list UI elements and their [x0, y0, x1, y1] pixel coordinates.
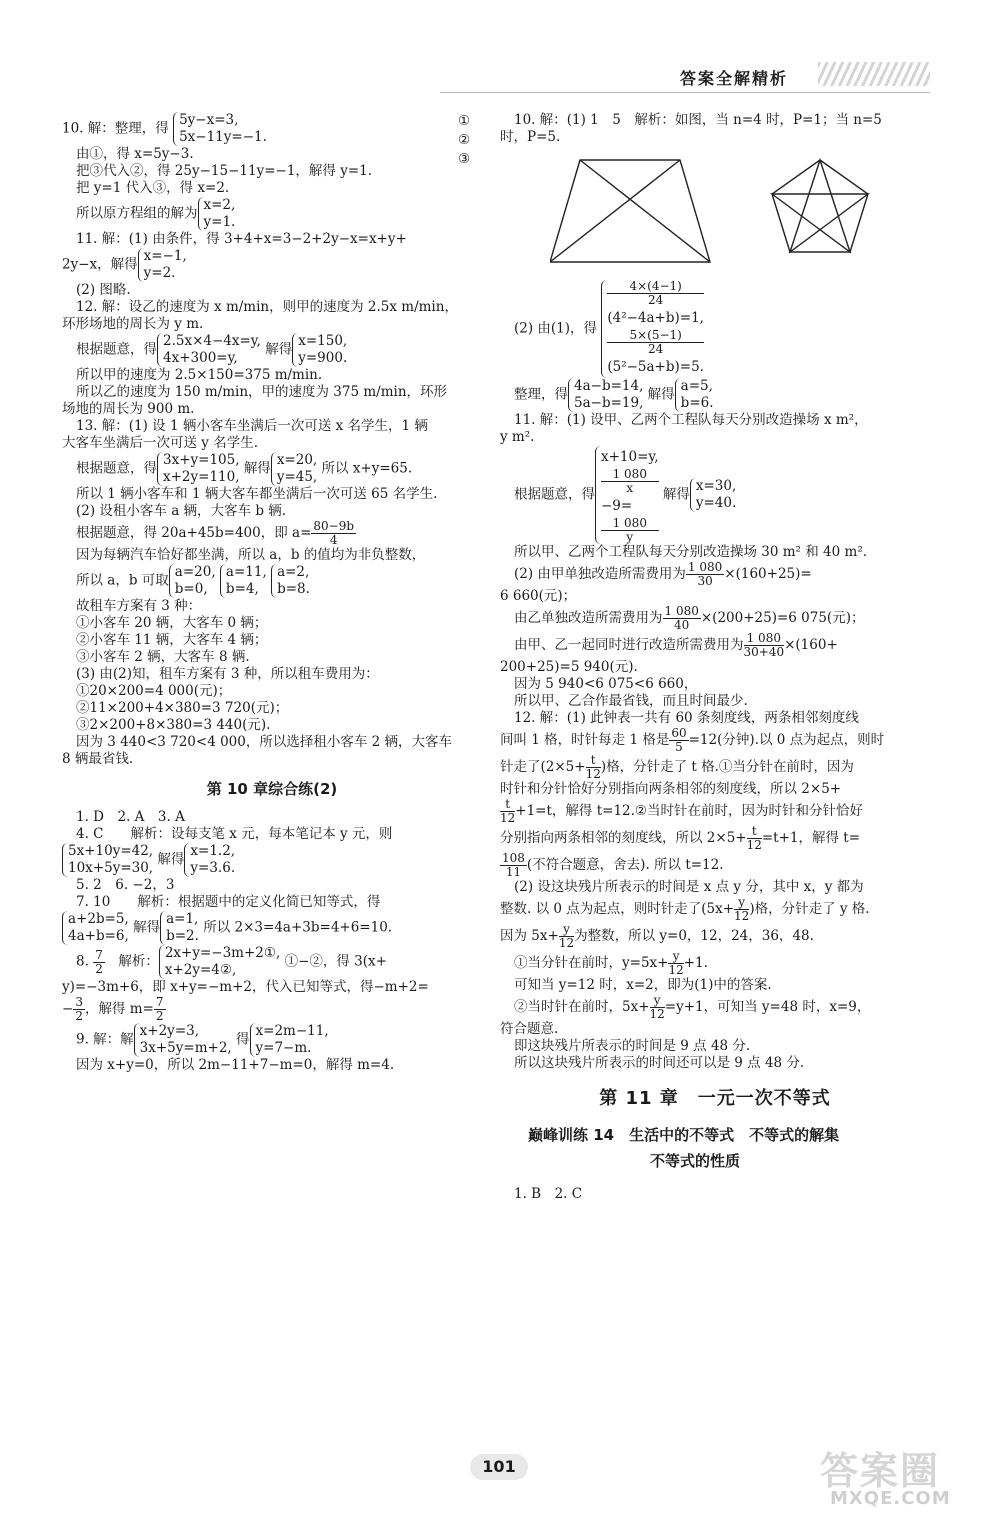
q10-solution: x=2, y=1. — [198, 197, 236, 231]
q11-solution: x=−1, y=2. — [138, 248, 187, 282]
r11-line11: 所以甲、乙合作最省钱，而且时间最少. — [514, 693, 748, 709]
r11-line5: (2) 由甲单独改造所需费用为 $\frac{1 080}{30}$ ×(160+25)= — [514, 560, 812, 588]
r10-system2: 4a−b=14, 5a−b=19, — [568, 378, 643, 412]
q13-solution: x=20, y=45, — [271, 452, 317, 486]
header-title: 答案全解精析 — [680, 69, 789, 88]
q12-solution: x=150, y=900. — [292, 333, 347, 367]
q11-line2: 2y−x，解得 x=−1, y=2. — [62, 248, 187, 281]
r12-line5: $\frac{t}{12}$ +1=t，解得 t=12.②当时针在前时，因为时针和分针恰好 — [500, 797, 864, 825]
r11-system: x+10=y, 1 080 x −9= 1 080 y — [595, 446, 659, 544]
q13-line8: 所以 a，b 可取 a=20, b=0, a=11, b=4, a=2, b=8. — [76, 564, 310, 597]
r11-line8: 由甲、乙一起同时进行改造所需费用为 $\frac{1 080}{30+40}$ ×(160+ — [514, 631, 838, 659]
q13-line16: ③2×200+8×380=3 440(元). — [76, 717, 271, 733]
q13-system: 3x+y=105, x+2y=110, — [157, 452, 240, 486]
r12-line1: 12. 解：(1) 此钟表一共有 60 条刻度线，两条相邻刻度线 — [514, 710, 859, 726]
q12-line5: 所以乙的速度为 150 m/min，甲的速度为 375 m/min，环形 — [76, 384, 448, 400]
r12-line3: 针走了(2×5+ $\frac{t}{12}$ )格，分针走了 t 格.①当分针在前时，因为 — [500, 753, 854, 781]
q12-line4: 所以甲的速度为 2.5×150=375 m/min. — [76, 367, 323, 383]
r11-line3: 根据题意，得 x+10=y, 1 080 x −9= 1 080 y 解得 x=30, y=40. — [500, 446, 930, 544]
q13-line7: 因为每辆汽车恰好都坐满，所以 a，b 的值均为非负整数， — [76, 547, 426, 563]
c8-fraction: $\frac{7}{2}$ — [95, 947, 103, 976]
header-decoration — [818, 62, 930, 86]
q13-line12: ③小客车 2 辆，大客车 8 辆. — [76, 649, 250, 665]
c9-system: x+2y=3, 3x+5y=m+2, — [134, 1023, 232, 1057]
q13-fraction: $\frac{80-9b}{4}$ — [313, 519, 355, 547]
q13-line14: ①20×200=4 000(元)； — [76, 683, 232, 699]
c7-solution: a=1, b=2. — [160, 911, 199, 945]
c7-line1: 7. 10 解析：根据题中的定义化简已知等式，得 — [76, 894, 381, 910]
q11-line3: (2) 图略. — [76, 282, 131, 298]
q13-option3: a=2, b=8. — [271, 564, 310, 598]
c4-solution: x=1.2, y=3.6. — [184, 843, 235, 877]
chapter-10-heading: 第 10 章综合练(2) — [206, 780, 338, 798]
q12-line1: 12. 解：设乙的速度为 x m/min，则甲的速度为 2.5x m/min， — [76, 299, 458, 315]
pentagon — [772, 160, 868, 252]
r12-line7: $\frac{108}{11}$ (不符合题意，舍去). 所以 t=12. — [502, 851, 724, 879]
r12-line15: 即这块残片所表示的时间是 9 点 48 分. — [514, 1038, 751, 1054]
q13-line2: 大客车坐满后一次可送 y 名学生. — [62, 435, 259, 451]
c9-solution: x=2m−11, y=7−m. — [250, 1023, 329, 1057]
quad-diagonal-2 — [550, 160, 680, 262]
chapter-11-heading: 第 11 章 一元一次不等式 — [599, 1088, 831, 1109]
q13-line9: 故租车方案有 3 种： — [76, 598, 202, 614]
right-column — [500, 112, 930, 1203]
r11-line4: 所以甲、乙两个工程队每天分别改造操场 30 m² 和 40 m². — [514, 544, 868, 560]
page-number: 101 — [470, 1454, 528, 1480]
q13-line18: 8 辆最省钱. — [62, 751, 134, 767]
q10-line2: 由①，得 x=5y−3. — [76, 146, 194, 162]
header-rule — [440, 92, 930, 93]
r10-line4: 整理，得 4a−b=14, 5a−b=19, 解得 a=5, b=6. — [514, 378, 714, 411]
r11-line2: y m². — [500, 429, 535, 445]
q13-line6: 根据题意，得 20a+45b=400，即 a= $\frac{80-9b}{4}$ — [76, 519, 355, 547]
quad-diagonal-1 — [580, 160, 710, 262]
q13-line1: 13. 解：(1) 设 1 辆小客车坐满后一次可送 x 名学生，1 辆 — [76, 418, 428, 434]
section-heading-line1: 巅峰训练 14 生活中的不等式 不等式的解集 — [528, 1126, 840, 1144]
q13-line5: (2) 设租小客车 a 辆，大客车 b 辆. — [76, 503, 287, 519]
r11-line1: 11. 解：(1) 设甲、乙两个工程队每天分别改造操场 x m²， — [514, 412, 868, 428]
r12-line13: ②当时针在前时，5x+ $\frac{y}{12}$ =y+1，可知当 y=48 时，x=9， — [514, 993, 871, 1021]
q10-system: 5y−x=3, 5x−11y=−1. — [173, 112, 267, 146]
q10-head: 10. 解：整理，得 — [62, 120, 169, 137]
q13-line15: ②11×200+4×380=3 720(元)； — [76, 700, 289, 716]
section-heading-line2: 不等式的性质 — [650, 1152, 741, 1170]
r12-line4: 时针和分针恰好分别指向两条相邻的刻度线，所以 2×5+ — [500, 781, 842, 797]
r10-line2: 时，P=5. — [500, 129, 561, 145]
c8-system: 2x+y=−3m+2①, x+2y=4②, — [159, 945, 280, 979]
r10-line3: (2) 由(1)，得 4×(4−1) 24 (4²−4a+b)=1, 5×(5−1) 24 (5²−5a+b)=5. — [500, 280, 930, 378]
quadrilateral — [550, 160, 710, 262]
r12-line14: 符合题意. — [500, 1021, 559, 1037]
left-column — [62, 112, 482, 1074]
r10-system1: 4×(4−1) 24 (4²−4a+b)=1, 5×(5−1) 24 (5²−5a+b)=5. — [601, 280, 704, 378]
q13-option1: a=20, b=0, — [169, 564, 216, 598]
c9-line1: 9. 解：解 x+2y=3, 3x+5y=m+2, 得 x=2m−11, y=7−m. — [76, 1023, 329, 1056]
c8-line1: 8. $\frac{7}{2}$ 解析： 2x+y=−3m+2①, x+2y=4②, ①−②，得 3(x+ — [76, 945, 387, 978]
c5-line: 5. 2 6. −2，3 — [76, 877, 175, 893]
r12-line6: 分别指向两条相邻的刻度线，所以 2×5+ $\frac{t}{12}$ =t+1，解得 t= — [500, 824, 861, 852]
c-line1: 1. D 2. A 3. A — [76, 809, 185, 825]
q10-line3: 把③代入②，得 25y−15−11y=−1，解得 y=1. — [76, 163, 373, 179]
r11-line7: 由乙单独改造所需费用为 $\frac{1 080}{40}$ ×(200+25)=6 075(元)； — [514, 604, 865, 632]
r-last-line: 1. B 2. C — [514, 1186, 583, 1202]
c9-line2: 因为 x+y=0，所以 2m−11+7−m=0，解得 m=4. — [76, 1057, 395, 1073]
r12-line11: ①当分针在前时，y=5x+ $\frac{y}{12}$ +1. — [514, 949, 708, 977]
r11-line6: 6 660(元)； — [500, 588, 577, 604]
q13-line10: ①小客车 20 辆，大客车 0 辆； — [76, 615, 268, 631]
q12-system: 2.5x×4−4x=y, 4x+300=y, — [157, 333, 261, 367]
r12-line10: 因为 5x+ $\frac{y}{12}$ 为整数，所以 y=0，12，24，36，48. — [500, 922, 814, 950]
r11-line9: 200+25)=5 940(元). — [500, 659, 638, 675]
r12-line12: 可知当 y=12 时，x=2，即为(1)中的答案. — [514, 977, 772, 993]
watermark-logo: 答案圈 — [820, 1449, 941, 1493]
r12-line8: (2) 设这块残片所表示的时间是 x 点 y 分，其中 x，y 都为 — [514, 879, 864, 895]
q13-option2: a=11, b=4, — [220, 564, 267, 598]
r12-line9: 整数. 以 0 点为起点，则时针走了(5x+ $\frac{y}{12}$ )格，分针走了 y 格. — [500, 895, 870, 923]
q10-line4: 把 y=1 代入③，得 x=2. — [76, 180, 230, 196]
q12-line3: 根据题意，得 2.5x×4−4x=y, 4x+300=y, 解得 x=150, y=900. — [76, 333, 348, 366]
r11-solution: x=30, y=40. — [690, 478, 736, 512]
c8-line3: − $\frac{3}{2}$ ，解得 m= $\frac{7}{2}$ — [62, 995, 164, 1023]
polygon-diagram — [550, 152, 890, 272]
q13-line11: ②小客车 11 辆，大客车 4 辆； — [76, 632, 268, 648]
c7-system: a+2b=5, 4a+b=6, — [62, 911, 129, 945]
c8-line2: y)=−3m+6，即 x+y=−m+2，代入已知等式，得−m+2= — [62, 979, 429, 995]
c7-line2: a+2b=5, 4a+b=6, 解得 a=1, b=2. 所以 2×3=4a+3b=4+6=10. — [62, 911, 482, 945]
watermark-url: MXQE.COM — [830, 1488, 951, 1509]
r11-line10: 因为 5 940<6 075<6 660， — [514, 676, 698, 692]
q13-line17: 因为 3 440<3 720<4 000，所以选择租小客车 2 辆，大客车 — [76, 734, 453, 750]
r12-line16: 所以这块残片所表示的时间还可以是 9 点 48 分. — [514, 1055, 805, 1071]
q10-line5: 所以原方程组的解为 x=2, y=1. — [76, 197, 236, 230]
q10-marks: ① ② ③ — [458, 113, 471, 167]
q11-line1: 11. 解：(1) 由条件，得 3+4+x=3−2+2y−x=x+y+ — [76, 231, 407, 247]
c4-line2: 5x+10y=42, 10x+5y=30, 解得 x=1.2, y=3.6. — [62, 843, 482, 877]
r10-solution: a=5, b=6. — [675, 378, 714, 412]
q13-line13: (3) 由(2)知，租车方案有 3 种，所以租车费用为： — [76, 666, 379, 682]
c4-line1: 4. C 解析：设每支笔 x 元，每本笔记本 y 元，则 — [76, 826, 393, 842]
r10-line1: 10. 解：(1) 1 5 解析：如图，当 n=4 时，P=1；当 n=5 — [514, 112, 882, 128]
r12-line2: 间叫 1 格，时针每走 1 格是 $\frac{60}{5}$ =12(分钟).以 0 点为起点，则时 — [500, 726, 885, 754]
q13-line4: 所以 1 辆小客车和 1 辆大客车都坐满后一次可送 65 名学生. — [76, 486, 438, 502]
q12-line6: 场地的周长为 900 m. — [62, 401, 195, 417]
c4-system: 5x+10y=42, 10x+5y=30, — [62, 843, 153, 877]
q12-line2: 环形场地的周长为 y m. — [62, 316, 204, 332]
q13-line3: 根据题意，得 3x+y=105, x+2y=110, 解得 x=20, y=45, 所以 x+y=65. — [76, 452, 413, 485]
